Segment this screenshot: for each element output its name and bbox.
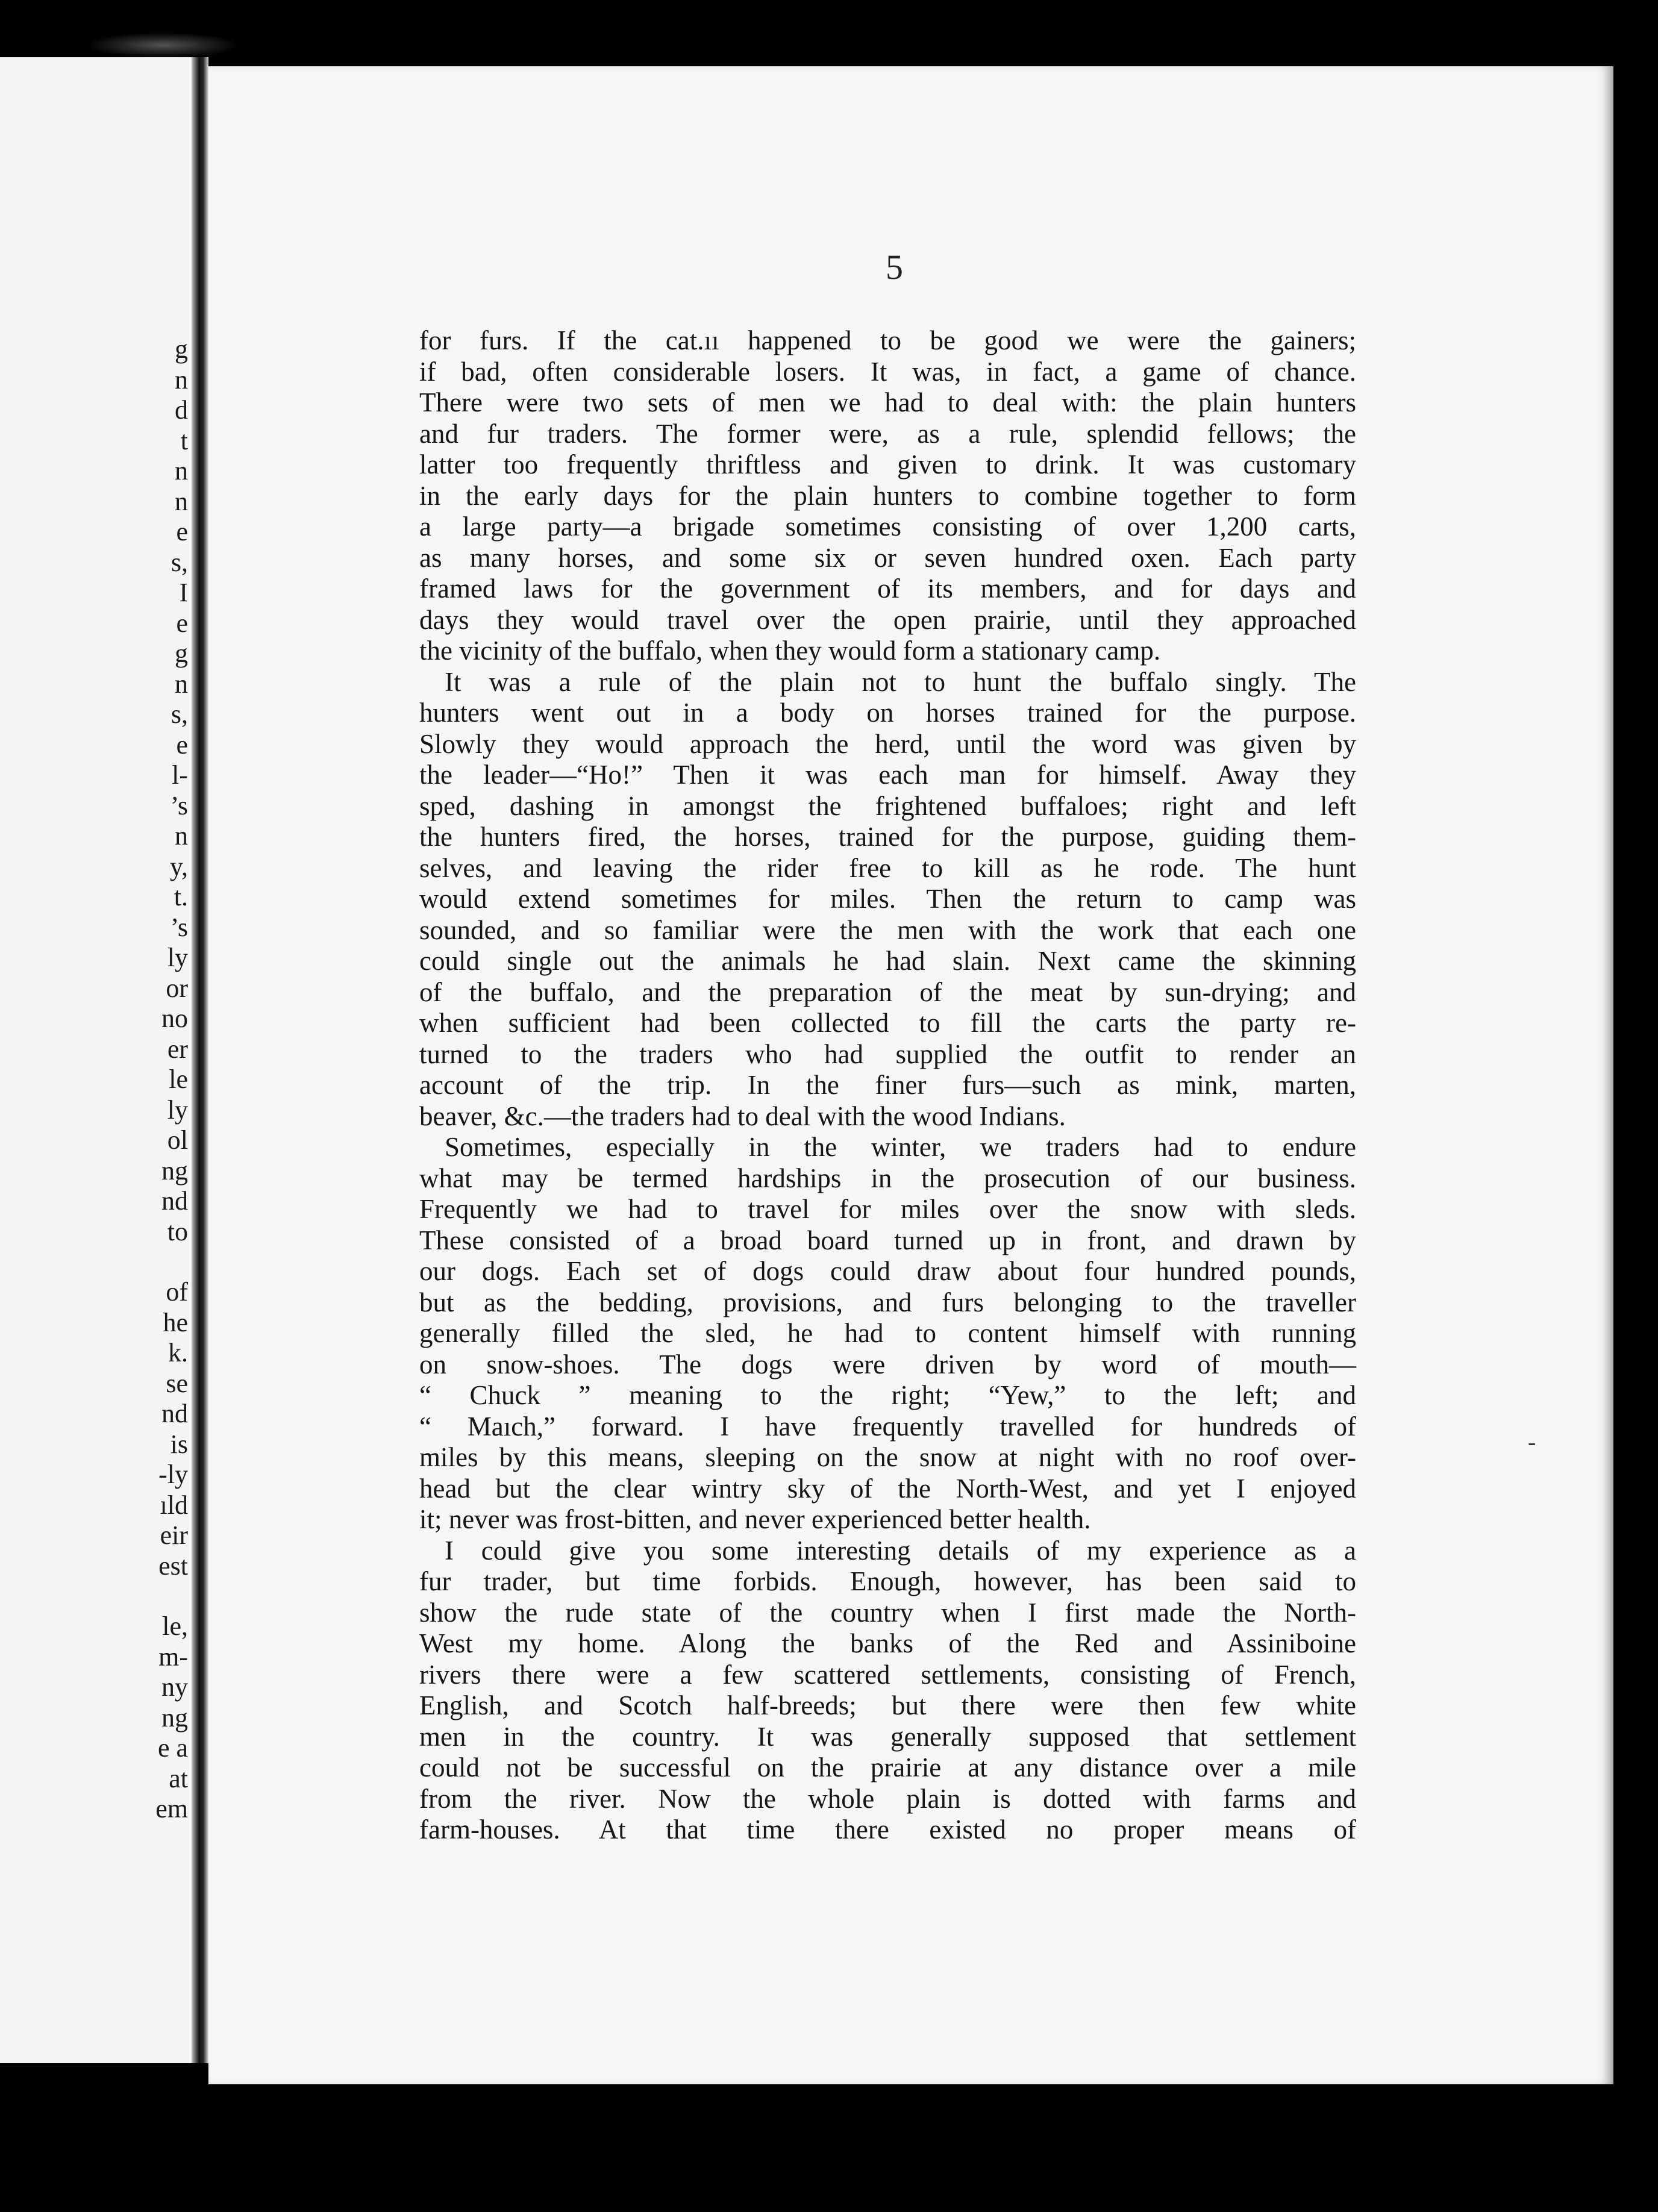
left-page-fragment: n: [175, 821, 188, 851]
left-page-fragment: n: [175, 456, 188, 486]
left-page-fragment: d: [175, 395, 188, 425]
text-line: West my home. Along the banks of the Red and Assiniboine: [419, 1628, 1356, 1658]
left-page-fragment: se: [166, 1368, 188, 1398]
text-line: and fur traders. The former were, as a rule, splendid fellows; the: [419, 418, 1356, 449]
left-page-fragment: l-: [172, 760, 188, 790]
text-line: generally filled the sled, he had to content himself with running: [419, 1318, 1356, 1348]
right-page: [208, 66, 1613, 2084]
text-line: would extend sometimes for miles. Then the return to camp was: [419, 884, 1356, 914]
text-line: turned to the traders who had supplied the outfit to render an: [419, 1039, 1356, 1069]
left-page-fragment: k.: [168, 1338, 188, 1367]
text-line: for furs. If the cat.ıı happened to be good we were the gainers;: [419, 325, 1356, 355]
text-line: of the buffalo, and the preparation of the meat by sun-drying; and: [419, 976, 1356, 1007]
text-line: if bad, often considerable losers. It was, in fact, a game of chance.: [419, 356, 1356, 387]
left-page-fragment: ng: [161, 1702, 188, 1732]
text-line: It was a rule of the plain not to hunt the buffalo singly. The: [445, 666, 1356, 697]
left-page-edge: [0, 57, 192, 2063]
book-gutter: [192, 57, 208, 2063]
left-page-text-fragments: [155, 334, 188, 1825]
text-line: framed laws for the government of its members, and for days and: [419, 573, 1356, 604]
left-page-fragment: er: [167, 1034, 188, 1064]
left-page-fragment: ’s: [170, 790, 188, 820]
left-page-fragment: n: [175, 364, 188, 395]
left-page-fragment: he: [163, 1307, 188, 1337]
margin-mark: -: [1528, 1428, 1536, 1455]
left-page-fragment: s,: [170, 547, 188, 577]
text-line: selves, and leaving the rider free to kill as he rode. The hunt: [419, 852, 1356, 883]
text-line: our dogs. Each set of dogs could draw about four hundred pounds,: [419, 1256, 1356, 1286]
text-line: the hunters fired, the horses, trained for the purpose, guiding them-: [419, 822, 1356, 852]
text-line: sped, dashing in amongst the frightened buffaloes; right and left: [419, 790, 1356, 821]
left-page-fragment: le: [169, 1064, 188, 1094]
text-line: rivers there were a few scattered settlements, consisting of French,: [419, 1659, 1356, 1690]
left-page-fragment: s,: [170, 699, 188, 729]
left-page-fragment: n: [175, 486, 188, 516]
text-line: hunters went out in a body on horses trained for the purpose.: [419, 698, 1356, 728]
left-page-fragment: n: [175, 669, 188, 699]
text-line: Sometimes, especially in the winter, we traders had to endure: [445, 1132, 1356, 1162]
text-line: “ Chuck ” meaning to the right; “Yew,” to the left; and: [419, 1380, 1356, 1410]
text-line: miles by this means, sleeping on the snow at night with no roof over-: [419, 1442, 1356, 1472]
text-line: it; never was frost-bitten, and never experienced better health.: [419, 1504, 1091, 1534]
text-line: Slowly they would approach the herd, until the word was given by: [419, 728, 1356, 759]
text-line: what may be termed hardships in the prosecution of our business.: [419, 1163, 1356, 1193]
left-page-fragment: e: [176, 517, 188, 546]
left-page-fragment: le,: [162, 1611, 188, 1641]
left-page-fragment: is: [170, 1429, 188, 1459]
left-page-fragment: g: [175, 334, 188, 364]
left-page-fragment: est: [158, 1551, 188, 1581]
left-page-fragment: e: [176, 730, 188, 760]
left-page-fragment: ol: [167, 1125, 188, 1155]
left-page-fragment: ny: [161, 1672, 188, 1702]
left-page-fragment: -ly: [158, 1460, 188, 1489]
text-line: as many horses, and some six or seven hundred oxen. Each party: [419, 542, 1356, 573]
left-page-fragment: nd: [161, 1186, 188, 1216]
left-page-fragment: ’s: [170, 912, 188, 942]
left-page-fragment: em: [155, 1794, 188, 1823]
left-page-fragment: t: [180, 425, 188, 455]
text-line: the vicinity of the buffalo, when they would form a stationary camp.: [419, 636, 1161, 666]
text-line: a large party—a brigade sometimes consisting of over 1,200 carts,: [419, 511, 1356, 542]
text-line: when sufficient had been collected to fill the carts the party re-: [419, 1008, 1356, 1038]
text-line: fur trader, but time forbids. Enough, however, has been said to: [419, 1566, 1356, 1596]
text-line: English, and Scotch half-breeds; but there were then few white: [419, 1690, 1356, 1720]
text-line: days they would travel over the open prairie, until they approached: [419, 604, 1356, 635]
text-line: from the river. Now the whole plain is dotted with farms and: [419, 1783, 1356, 1814]
left-page-fragment: ly: [167, 943, 188, 972]
scan-smudge: [90, 33, 235, 57]
left-page-fragment: m-: [158, 1642, 188, 1672]
left-page-fragment: ng: [161, 1155, 188, 1186]
left-page-fragment: of: [166, 1277, 188, 1307]
left-page-fragment: eir: [160, 1520, 188, 1550]
text-line: men in the country. It was generally supposed that settlement: [419, 1721, 1356, 1752]
text-line: show the rude state of the country when I first made the North-: [419, 1597, 1356, 1628]
left-page-fragment: nd: [161, 1399, 188, 1428]
text-line: Frequently we had to travel for miles over the snow with sleds.: [419, 1194, 1356, 1224]
text-line: but as the bedding, provisions, and furs belonging to the traveller: [419, 1287, 1356, 1317]
text-line: There were two sets of men we had to deal with: the plain hunters: [419, 387, 1356, 417]
text-line: on snow-shoes. The dogs were driven by word of mouth—: [419, 1349, 1356, 1379]
left-page-fragment: t.: [174, 882, 188, 911]
left-page-fragment: g: [175, 639, 188, 668]
text-line: These consisted of a broad board turned up in front, and drawn by: [419, 1225, 1356, 1255]
left-page-fragment: to: [167, 1216, 188, 1246]
page-number: 5: [886, 248, 903, 287]
left-page-fragment: at: [169, 1763, 188, 1793]
left-page-fragment: e: [176, 608, 188, 638]
left-page-fragment: no: [161, 1004, 188, 1033]
left-page-fragment: I: [179, 578, 188, 607]
text-line: farm-houses. At that time there existed no proper means of: [419, 1814, 1356, 1845]
left-page-fragment: y,: [169, 851, 188, 881]
text-line: in the early days for the plain hunters to combine together to form: [419, 480, 1356, 511]
text-line: the leader—“Ho!” Then it was each man for himself. Away they: [419, 760, 1356, 790]
left-page-fragment: ıld: [160, 1490, 188, 1520]
left-page-fragment: ly: [167, 1095, 188, 1125]
text-line: I could give you some interesting details of my experience as a: [445, 1535, 1356, 1566]
body-text: [419, 325, 1356, 1846]
left-page-fragment: or: [166, 973, 188, 1003]
text-line: could single out the animals he had slain. Next came the skinning: [419, 946, 1356, 976]
text-line: sounded, and so familiar were the men with the work that each one: [419, 914, 1356, 945]
text-line: “ Maıch,” forward. I have frequently travelled for hundreds of: [419, 1411, 1356, 1442]
left-page-fragment: [155, 1581, 188, 1611]
left-page-fragment: [155, 1247, 188, 1277]
text-line: beaver, &c.—the traders had to deal with the wood Indians.: [419, 1101, 1066, 1131]
text-line: could not be successful on the prairie at any distance over a mile: [419, 1752, 1356, 1782]
text-line: latter too frequently thriftless and given to drink. It was customary: [419, 449, 1356, 480]
left-page-fragment: e a: [157, 1733, 188, 1763]
text-line: head but the clear wintry sky of the North-West, and yet I enjoyed: [419, 1473, 1356, 1504]
text-line: account of the trip. In the finer furs—such as mink, marten,: [419, 1070, 1356, 1100]
